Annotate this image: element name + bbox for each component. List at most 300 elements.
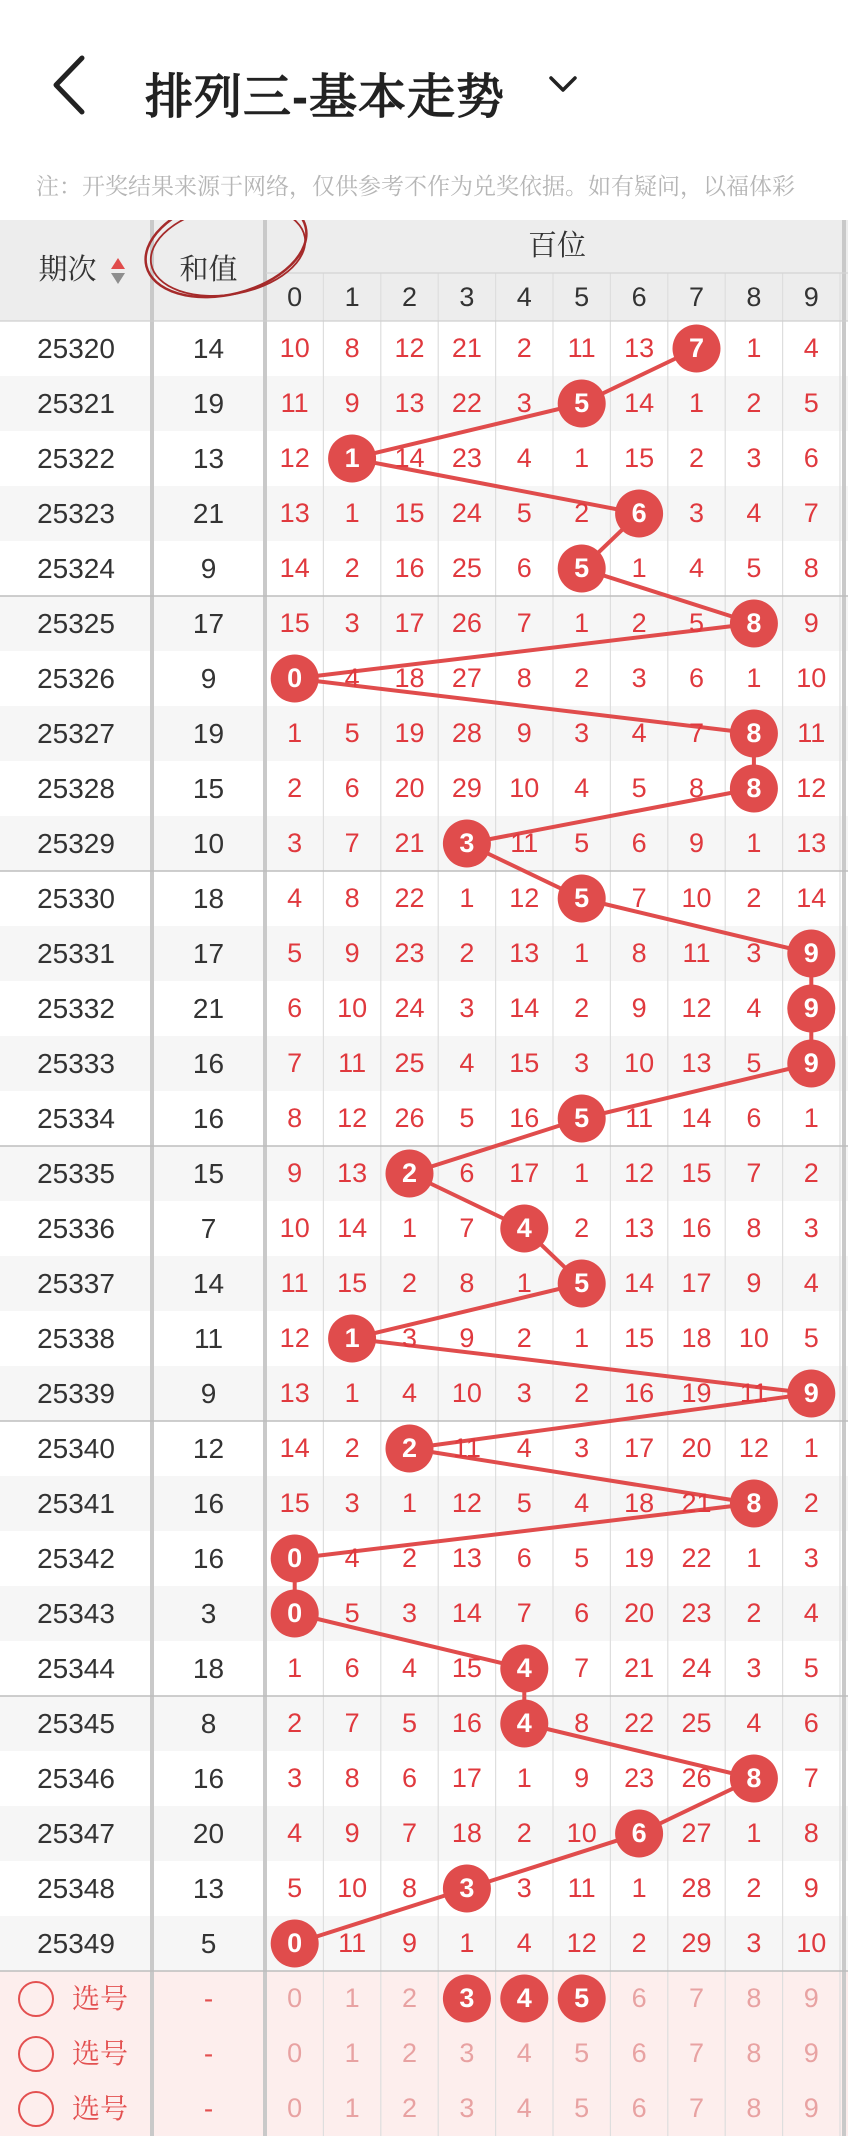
miss-count: 13 xyxy=(796,828,827,858)
miss-count: 4 xyxy=(631,718,647,748)
miss-count: 6 xyxy=(574,1598,590,1628)
sum-cell: 8 xyxy=(200,1707,217,1739)
period-cell: 25323 xyxy=(37,497,115,529)
miss-count: 21 xyxy=(681,1488,712,1518)
pick-number[interactable]: 2 xyxy=(401,2038,417,2068)
miss-count: 11 xyxy=(338,1048,367,1078)
miss-count: 7 xyxy=(803,1763,819,1793)
hit-number: 5 xyxy=(574,1103,590,1133)
sum-cell: 17 xyxy=(192,607,225,639)
hit-number: 9 xyxy=(803,938,819,968)
hit-number: 6 xyxy=(631,1818,647,1848)
period-cell: 25328 xyxy=(37,772,115,804)
miss-count: 4 xyxy=(803,1598,819,1628)
miss-count: 29 xyxy=(451,773,482,803)
miss-count: 3 xyxy=(516,388,532,418)
miss-count: 6 xyxy=(746,1103,762,1133)
sum-cell: 19 xyxy=(192,717,225,749)
miss-count: 13 xyxy=(624,1213,655,1243)
miss-count: 3 xyxy=(344,608,360,638)
pick-number[interactable]: 4 xyxy=(516,2038,532,2068)
miss-count: 1 xyxy=(746,333,762,363)
miss-count: 27 xyxy=(451,663,482,693)
miss-count: 4 xyxy=(746,993,762,1023)
trend-table-cells xyxy=(0,220,848,2136)
pick-number[interactable]: 8 xyxy=(746,2038,762,2068)
miss-count: 7 xyxy=(746,1158,762,1188)
miss-count: 13 xyxy=(394,388,425,418)
pick-number-selected[interactable]: 4 xyxy=(516,1983,532,2013)
miss-count: 3 xyxy=(688,498,704,528)
miss-count: 2 xyxy=(803,1158,819,1188)
miss-count: 5 xyxy=(574,828,590,858)
miss-count: 16 xyxy=(451,1708,482,1738)
miss-count: 11 xyxy=(567,1873,596,1903)
pick-number[interactable]: 1 xyxy=(344,2038,360,2068)
period-cell: 25320 xyxy=(37,332,115,364)
miss-count: 14 xyxy=(337,1213,368,1243)
period-cell: 25340 xyxy=(37,1432,115,1464)
miss-count: 3 xyxy=(344,1488,360,1518)
digit-header: 4 xyxy=(516,281,532,312)
miss-count: 4 xyxy=(287,883,303,913)
pick-number[interactable]: 2 xyxy=(401,1983,417,2013)
miss-count: 3 xyxy=(287,1763,303,1793)
miss-count: 4 xyxy=(803,1268,819,1298)
hit-number: 8 xyxy=(746,718,762,748)
miss-count: 1 xyxy=(574,1158,590,1188)
miss-count: 1 xyxy=(746,1543,762,1573)
miss-count: 14 xyxy=(279,553,310,583)
miss-count: 3 xyxy=(746,443,762,473)
pick-number[interactable]: 6 xyxy=(631,2038,647,2068)
miss-count: 4 xyxy=(459,1048,475,1078)
miss-count: 6 xyxy=(344,773,360,803)
miss-count: 7 xyxy=(516,608,532,638)
miss-count: 13 xyxy=(509,938,540,968)
miss-count: 6 xyxy=(516,1543,532,1573)
miss-count: 10 xyxy=(337,993,368,1023)
digit-header: 9 xyxy=(803,281,819,312)
sum-cell: 20 xyxy=(192,1817,225,1849)
miss-count: 10 xyxy=(337,1873,368,1903)
miss-count: 5 xyxy=(287,1873,303,1903)
period-cell: 25341 xyxy=(37,1487,115,1519)
pick-number[interactable]: 7 xyxy=(688,2038,704,2068)
miss-count: 1 xyxy=(574,1323,590,1353)
miss-count: 1 xyxy=(516,1763,532,1793)
miss-count: 13 xyxy=(624,333,655,363)
pick-number[interactable]: 2 xyxy=(401,2093,417,2123)
miss-count: 5 xyxy=(746,553,762,583)
trend-table xyxy=(0,220,848,2136)
miss-count: 13 xyxy=(337,1158,368,1188)
pick-row-label[interactable]: 选号 xyxy=(71,1982,128,2014)
sum-cell: 21 xyxy=(192,992,225,1024)
miss-count: 11 xyxy=(338,1928,367,1958)
sum-cell: 18 xyxy=(192,882,225,914)
miss-count: 16 xyxy=(509,1103,540,1133)
miss-count: 9 xyxy=(344,388,360,418)
miss-count: 4 xyxy=(746,498,762,528)
pick-radio-button[interactable] xyxy=(18,2091,54,2127)
miss-count: 2 xyxy=(574,993,590,1023)
miss-count: 21 xyxy=(451,333,482,363)
miss-count: 6 xyxy=(401,1763,417,1793)
miss-count: 3 xyxy=(401,1323,417,1353)
pick-number[interactable]: 7 xyxy=(688,1983,704,2013)
miss-count: 9 xyxy=(401,1928,417,1958)
hit-number: 1 xyxy=(344,443,360,473)
pick-number[interactable]: 0 xyxy=(287,1983,303,2013)
miss-count: 12 xyxy=(738,1433,769,1463)
period-cell: 25348 xyxy=(37,1872,115,1904)
col-sum-header[interactable]: 和值 xyxy=(179,254,238,286)
period-cell: 25345 xyxy=(37,1707,115,1739)
period-cell: 25331 xyxy=(37,937,115,969)
miss-count: 2 xyxy=(516,1323,532,1353)
miss-count: 9 xyxy=(803,1873,819,1903)
miss-count: 2 xyxy=(746,1598,762,1628)
pick-number[interactable]: 3 xyxy=(459,2038,475,2068)
hit-number: 0 xyxy=(287,1598,303,1628)
miss-count: 17 xyxy=(681,1268,712,1298)
miss-count: 13 xyxy=(279,498,310,528)
period-cell: 25344 xyxy=(37,1652,115,1684)
miss-count: 15 xyxy=(279,1488,310,1518)
miss-count: 1 xyxy=(803,1103,819,1133)
miss-count: 5 xyxy=(803,1323,819,1353)
pick-number[interactable]: 4 xyxy=(516,2093,532,2123)
hit-number: 5 xyxy=(574,553,590,583)
miss-count: 24 xyxy=(394,993,425,1023)
miss-count: 15 xyxy=(451,1653,482,1683)
sum-cell: 10 xyxy=(192,827,225,859)
pick-row-label[interactable]: 选号 xyxy=(71,2037,128,2069)
miss-count: 8 xyxy=(287,1103,303,1133)
miss-count: 12 xyxy=(451,1488,482,1518)
sum-cell: 9 xyxy=(200,552,217,584)
miss-count: 10 xyxy=(279,1213,310,1243)
pick-row-label[interactable]: 选号 xyxy=(71,2092,128,2124)
sum-cell: 9 xyxy=(200,662,217,694)
miss-count: 9 xyxy=(803,608,819,638)
miss-count: 2 xyxy=(287,773,303,803)
miss-count: 6 xyxy=(459,1158,475,1188)
miss-count: 2 xyxy=(631,1928,647,1958)
miss-count: 17 xyxy=(394,608,425,638)
miss-count: 25 xyxy=(451,553,482,583)
hit-number: 8 xyxy=(746,1763,762,1793)
miss-count: 22 xyxy=(624,1708,655,1738)
miss-count: 12 xyxy=(509,883,540,913)
miss-count: 5 xyxy=(574,1543,590,1573)
miss-count: 2 xyxy=(516,1818,532,1848)
miss-count: 4 xyxy=(574,773,590,803)
miss-count: 7 xyxy=(631,883,647,913)
miss-count: 20 xyxy=(394,773,425,803)
pick-radio-button[interactable] xyxy=(18,2036,54,2072)
hit-number: 2 xyxy=(401,1433,417,1463)
miss-count: 9 xyxy=(344,938,360,968)
hit-number: 4 xyxy=(516,1708,532,1738)
miss-count: 4 xyxy=(287,1818,303,1848)
pick-number[interactable]: 6 xyxy=(631,2093,647,2123)
pick-number[interactable]: 7 xyxy=(688,2093,704,2123)
miss-count: 9 xyxy=(574,1763,590,1793)
hit-number: 9 xyxy=(803,1378,819,1408)
miss-count: 3 xyxy=(574,718,590,748)
miss-count: 15 xyxy=(279,608,310,638)
miss-count: 4 xyxy=(401,1378,417,1408)
pick-number[interactable]: 5 xyxy=(574,2038,590,2068)
miss-count: 19 xyxy=(624,1543,655,1573)
pick-number[interactable]: 1 xyxy=(344,1983,360,2013)
miss-count: 22 xyxy=(394,883,425,913)
miss-count: 5 xyxy=(344,1598,360,1628)
sum-cell: 19 xyxy=(192,387,225,419)
miss-count: 14 xyxy=(624,1268,655,1298)
miss-count: 23 xyxy=(624,1763,655,1793)
miss-count: 2 xyxy=(746,1873,762,1903)
miss-count: 1 xyxy=(574,608,590,638)
pick-number[interactable]: 5 xyxy=(574,2093,590,2123)
miss-count: 10 xyxy=(681,883,712,913)
miss-count: 8 xyxy=(516,663,532,693)
period-cell: 25335 xyxy=(37,1157,115,1189)
miss-count: 12 xyxy=(624,1158,655,1188)
sum-cell: 16 xyxy=(192,1047,225,1079)
miss-count: 11 xyxy=(567,333,596,363)
sum-cell: 3 xyxy=(200,1597,217,1629)
pick-row-sum: - xyxy=(203,2037,214,2069)
miss-count: 16 xyxy=(624,1378,655,1408)
sum-cell: 15 xyxy=(192,1157,225,1189)
miss-count: 28 xyxy=(681,1873,712,1903)
miss-count: 6 xyxy=(688,663,704,693)
sum-cell: 7 xyxy=(200,1212,217,1244)
miss-count: 14 xyxy=(509,993,540,1023)
sum-cell: 16 xyxy=(192,1762,225,1794)
miss-count: 9 xyxy=(746,1268,762,1298)
miss-count: 24 xyxy=(451,498,482,528)
sum-cell: 11 xyxy=(193,1322,224,1354)
miss-count: 25 xyxy=(394,1048,425,1078)
miss-count: 15 xyxy=(681,1158,712,1188)
pick-row-sum: - xyxy=(203,1982,214,2014)
miss-count: 8 xyxy=(631,938,647,968)
sum-cell: 13 xyxy=(192,442,225,474)
miss-count: 7 xyxy=(344,828,360,858)
disclaimer-notice: 注：开奖结果来源于网络，仅供参考不作为兑奖依据。如有疑问，以福体彩 xyxy=(36,173,795,199)
miss-count: 10 xyxy=(796,663,827,693)
pick-number[interactable]: 9 xyxy=(803,2038,819,2068)
miss-count: 3 xyxy=(574,1433,590,1463)
sort-up-down-icon[interactable] xyxy=(110,256,126,286)
miss-count: 6 xyxy=(344,1653,360,1683)
miss-count: 9 xyxy=(459,1323,475,1353)
col-period-header[interactable]: 期次 xyxy=(38,254,97,286)
miss-count: 7 xyxy=(287,1048,303,1078)
miss-count: 17 xyxy=(624,1433,655,1463)
miss-count: 2 xyxy=(803,1488,819,1518)
miss-count: 23 xyxy=(394,938,425,968)
period-cell: 25324 xyxy=(37,552,115,584)
miss-count: 14 xyxy=(681,1103,712,1133)
miss-count: 4 xyxy=(516,1928,532,1958)
pick-number-selected[interactable]: 3 xyxy=(459,1983,475,2013)
pick-number[interactable]: 8 xyxy=(746,2093,762,2123)
miss-count: 6 xyxy=(803,443,819,473)
pick-number[interactable]: 0 xyxy=(287,2038,303,2068)
sum-cell: 5 xyxy=(200,1927,217,1959)
miss-count: 20 xyxy=(681,1433,712,1463)
sum-cell: 16 xyxy=(192,1487,225,1519)
sum-cell: 12 xyxy=(192,1432,225,1464)
miss-count: 3 xyxy=(631,663,647,693)
miss-count: 14 xyxy=(451,1598,482,1628)
period-cell: 25347 xyxy=(37,1817,115,1849)
top-bar xyxy=(0,0,848,199)
pick-number[interactable]: 9 xyxy=(803,2093,819,2123)
page-title[interactable]: 排列三-基本走势 xyxy=(145,71,505,124)
miss-count: 16 xyxy=(681,1213,712,1243)
miss-count: 15 xyxy=(624,1323,655,1353)
period-cell: 25330 xyxy=(37,882,115,914)
miss-count: 5 xyxy=(287,938,303,968)
miss-count: 14 xyxy=(624,388,655,418)
miss-count: 18 xyxy=(624,1488,655,1518)
miss-count: 13 xyxy=(279,1378,310,1408)
miss-count: 7 xyxy=(803,498,819,528)
period-cell: 25337 xyxy=(37,1267,115,1299)
miss-count: 7 xyxy=(574,1653,590,1683)
pick-radio-button[interactable] xyxy=(18,1981,54,2017)
miss-count: 9 xyxy=(344,1818,360,1848)
pick-number[interactable]: 8 xyxy=(746,1983,762,2013)
sum-cell: 16 xyxy=(192,1102,225,1134)
hit-number: 4 xyxy=(516,1213,532,1243)
miss-count: 4 xyxy=(344,1543,360,1573)
miss-count: 10 xyxy=(738,1323,769,1353)
miss-count: 18 xyxy=(451,1818,482,1848)
miss-count: 3 xyxy=(516,1873,532,1903)
miss-count: 1 xyxy=(344,1378,360,1408)
hit-number: 1 xyxy=(344,1323,360,1353)
pick-number[interactable]: 9 xyxy=(803,1983,819,2013)
digit-header: 1 xyxy=(344,281,360,312)
digit-header: 2 xyxy=(401,281,417,312)
digit-header: 7 xyxy=(688,281,704,312)
miss-count: 2 xyxy=(287,1708,303,1738)
miss-count: 4 xyxy=(688,553,704,583)
back-arrow-icon[interactable] xyxy=(46,52,96,118)
digit-header: 5 xyxy=(574,281,590,312)
pick-number[interactable]: 1 xyxy=(344,2093,360,2123)
sum-cell: 15 xyxy=(192,772,225,804)
miss-count: 13 xyxy=(451,1543,482,1573)
miss-count: 5 xyxy=(516,1488,532,1518)
miss-count: 11 xyxy=(739,1378,768,1408)
miss-count: 7 xyxy=(516,1598,532,1628)
miss-count: 10 xyxy=(624,1048,655,1078)
hit-number: 9 xyxy=(803,1048,819,1078)
miss-count: 26 xyxy=(681,1763,712,1793)
hit-number: 0 xyxy=(287,663,303,693)
miss-count: 2 xyxy=(574,1378,590,1408)
hit-number: 5 xyxy=(574,1268,590,1298)
miss-count: 2 xyxy=(574,1213,590,1243)
miss-count: 3 xyxy=(746,1653,762,1683)
miss-count: 12 xyxy=(394,333,425,363)
period-cell: 25342 xyxy=(37,1542,115,1574)
miss-count: 25 xyxy=(681,1708,712,1738)
miss-count: 8 xyxy=(803,1818,819,1848)
miss-count: 3 xyxy=(803,1543,819,1573)
miss-count: 26 xyxy=(394,1103,425,1133)
sum-cell: 16 xyxy=(192,1542,225,1574)
pick-number[interactable]: 0 xyxy=(287,2093,303,2123)
miss-count: 8 xyxy=(574,1708,590,1738)
pick-number-selected[interactable]: 5 xyxy=(574,1983,590,2013)
hit-number: 0 xyxy=(287,1928,303,1958)
miss-count: 22 xyxy=(451,388,482,418)
miss-count: 22 xyxy=(681,1543,712,1573)
miss-count: 5 xyxy=(803,388,819,418)
miss-count: 4 xyxy=(746,1708,762,1738)
miss-count: 8 xyxy=(344,1763,360,1793)
miss-count: 1 xyxy=(287,718,303,748)
sum-cell: 13 xyxy=(192,1872,225,1904)
miss-count: 4 xyxy=(803,333,819,363)
hit-number: 8 xyxy=(746,608,762,638)
miss-count: 21 xyxy=(394,828,425,858)
miss-count: 1 xyxy=(574,938,590,968)
period-cell: 25343 xyxy=(37,1597,115,1629)
miss-count: 5 xyxy=(344,718,360,748)
hit-number: 4 xyxy=(516,1653,532,1683)
miss-count: 19 xyxy=(394,718,425,748)
miss-count: 8 xyxy=(746,1213,762,1243)
sum-cell: 17 xyxy=(192,937,225,969)
miss-count: 1 xyxy=(746,663,762,693)
hit-number: 5 xyxy=(574,883,590,913)
miss-count: 15 xyxy=(509,1048,540,1078)
pick-number[interactable]: 6 xyxy=(631,1983,647,2013)
period-cell: 25321 xyxy=(37,387,115,419)
miss-count: 1 xyxy=(287,1653,303,1683)
miss-count: 1 xyxy=(746,1818,762,1848)
miss-count: 5 xyxy=(631,773,647,803)
miss-count: 4 xyxy=(401,1653,417,1683)
miss-count: 2 xyxy=(574,663,590,693)
miss-count: 1 xyxy=(459,1928,475,1958)
miss-count: 14 xyxy=(796,883,827,913)
miss-count: 11 xyxy=(452,1433,481,1463)
sum-cell: 14 xyxy=(192,1267,225,1299)
chevron-down-icon[interactable] xyxy=(545,66,581,102)
pick-number[interactable]: 3 xyxy=(459,2093,475,2123)
miss-count: 21 xyxy=(624,1653,655,1683)
period-cell: 25327 xyxy=(37,717,115,749)
miss-count: 5 xyxy=(803,1653,819,1683)
hit-number: 0 xyxy=(287,1543,303,1573)
miss-count: 12 xyxy=(279,1323,310,1353)
miss-count: 10 xyxy=(509,773,540,803)
miss-count: 20 xyxy=(624,1598,655,1628)
miss-count: 2 xyxy=(688,443,704,473)
hit-number: 7 xyxy=(688,333,704,363)
